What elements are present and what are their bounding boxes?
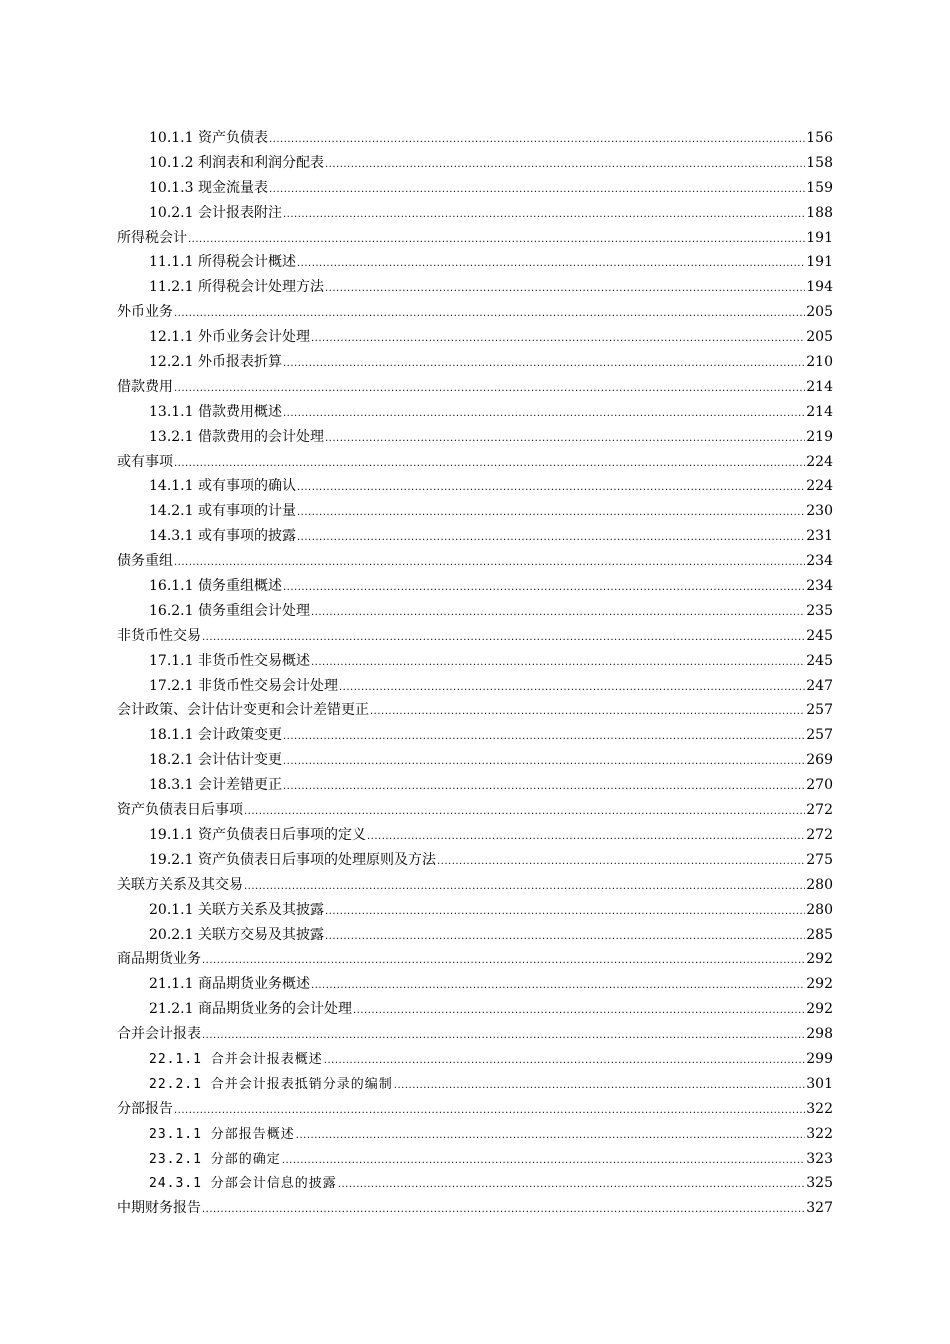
toc-page-number: 325 <box>806 1175 833 1192</box>
toc-dot-leader <box>269 128 805 153</box>
toc-dot-leader <box>202 626 805 651</box>
toc-page-number: 188 <box>806 204 833 221</box>
toc-dot-leader <box>297 501 805 526</box>
toc-section-entry[interactable] <box>117 972 833 997</box>
toc-page-number: 191 <box>806 254 833 271</box>
toc-section-entry[interactable] <box>117 325 833 350</box>
toc-page-number: 292 <box>806 1001 833 1018</box>
table-of-contents <box>117 126 833 1221</box>
toc-entry-title: 分部报告 <box>117 1100 173 1117</box>
toc-dot-leader <box>296 1124 805 1149</box>
toc-dot-leader <box>188 228 805 253</box>
toc-section-entry[interactable] <box>117 1047 833 1072</box>
toc-chapter-entry[interactable] <box>117 947 833 972</box>
toc-entry-title: 20.1.1 关联方关系及其披露 <box>149 901 324 918</box>
toc-dot-leader <box>283 203 805 228</box>
toc-page-number: 234 <box>806 553 833 570</box>
toc-page-number: 272 <box>806 802 833 819</box>
toc-entry-title: 16.1.1 债务重组概述 <box>149 578 282 595</box>
toc-page-number: 269 <box>806 752 833 769</box>
toc-dot-leader <box>311 327 805 352</box>
toc-entry-title: 11.2.1 所得税会计处理方法 <box>149 279 324 296</box>
toc-dot-leader <box>283 750 805 775</box>
toc-entry-title: 21.1.1 商品期货业务概述 <box>149 976 310 993</box>
toc-entry-title: 或有事项 <box>117 453 173 470</box>
toc-dot-leader <box>325 925 805 950</box>
toc-entry-title: 外币业务 <box>117 304 173 321</box>
toc-page-number: 235 <box>806 602 833 619</box>
toc-entry-title: 23.2.1 分部的确定 <box>149 1151 281 1167</box>
toc-entry-title: 10.1.1 资产负债表 <box>149 130 268 146</box>
toc-dot-leader <box>297 476 805 501</box>
toc-page-number: 270 <box>806 777 833 794</box>
toc-dot-leader <box>174 1099 805 1124</box>
toc-chapter-entry[interactable] <box>117 873 833 898</box>
toc-chapter-entry[interactable] <box>117 450 833 475</box>
toc-section-entry[interactable] <box>117 1171 833 1196</box>
toc-entry-title: 商品期货业务 <box>117 951 201 968</box>
toc-dot-leader <box>311 974 805 999</box>
toc-page-number: 245 <box>806 627 833 644</box>
toc-page-number: 205 <box>806 304 833 321</box>
toc-entry-title: 18.2.1 会计估计变更 <box>149 752 282 769</box>
toc-entry-title: 13.1.1 借款费用概述 <box>149 403 282 420</box>
toc-page-number: 322 <box>806 1100 833 1117</box>
toc-dot-leader <box>283 402 805 427</box>
toc-chapter-entry[interactable] <box>117 300 833 325</box>
toc-entry-title: 12.1.1 外币业务会计处理 <box>149 329 310 346</box>
toc-page-number: 272 <box>806 826 833 843</box>
toc-page-number: 280 <box>806 876 833 893</box>
toc-entry-title: 10.1.2 利润表和利润分配表 <box>149 154 324 171</box>
toc-entry-title: 中期财务报告 <box>117 1200 201 1217</box>
toc-entry-title: 22.2.1 合并会计报表抵销分录的编制 <box>149 1076 393 1092</box>
toc-page-number: 327 <box>806 1200 833 1217</box>
toc-page-number: 257 <box>806 702 833 719</box>
toc-page-number: 323 <box>806 1150 833 1167</box>
toc-dot-leader <box>394 1074 805 1099</box>
toc-chapter-entry[interactable] <box>117 375 833 400</box>
toc-dot-leader <box>367 825 805 850</box>
toc-entry-title: 18.1.1 会计政策变更 <box>149 727 282 744</box>
toc-section-entry[interactable] <box>117 275 833 300</box>
toc-section-entry[interactable] <box>117 823 833 848</box>
toc-dot-leader <box>370 700 805 725</box>
toc-dot-leader <box>297 526 805 551</box>
toc-section-entry[interactable] <box>117 1072 833 1097</box>
toc-dot-leader <box>297 252 805 277</box>
toc-page-number: 224 <box>806 478 833 495</box>
toc-dot-leader <box>283 352 805 377</box>
toc-entry-title: 18.3.1 会计差错更正 <box>149 777 282 794</box>
toc-dot-leader <box>282 1149 805 1174</box>
toc-dot-leader <box>311 601 805 626</box>
toc-section-entry[interactable] <box>117 997 833 1022</box>
toc-section-entry[interactable] <box>117 201 833 226</box>
toc-entry-title: 23.1.1 分部报告概述 <box>149 1126 295 1142</box>
toc-page-number: 159 <box>806 179 833 196</box>
toc-page-number: 301 <box>806 1075 833 1092</box>
toc-section-entry[interactable] <box>117 250 833 275</box>
toc-section-entry[interactable] <box>117 474 833 499</box>
toc-dot-leader <box>174 551 805 576</box>
toc-chapter-entry[interactable] <box>117 624 833 649</box>
toc-page-number: 322 <box>806 1125 833 1142</box>
toc-entry-title: 非货币性交易 <box>117 627 201 644</box>
toc-entry-title: 19.1.1 资产负债表日后事项的定义 <box>149 826 366 843</box>
toc-entry-title: 10.1.3 现金流量表 <box>149 179 268 196</box>
toc-page-number: 245 <box>806 652 833 669</box>
toc-chapter-entry[interactable] <box>117 1097 833 1122</box>
toc-dot-leader <box>174 302 805 327</box>
toc-entry-title: 17.2.1 非货币性交易会计处理 <box>149 677 338 694</box>
toc-section-entry[interactable] <box>117 1147 833 1172</box>
toc-chapter-entry[interactable] <box>117 1196 833 1221</box>
toc-entry-title: 借款费用 <box>117 378 173 395</box>
toc-page-number: 158 <box>806 154 833 171</box>
toc-section-entry[interactable] <box>117 599 833 624</box>
toc-dot-leader <box>283 775 805 800</box>
toc-entry-title: 24.3.1 分部会计信息的披露 <box>149 1176 337 1192</box>
toc-dot-leader <box>244 875 805 900</box>
toc-section-entry[interactable] <box>117 425 833 450</box>
toc-section-entry[interactable] <box>117 400 833 425</box>
toc-section-entry[interactable] <box>117 350 833 375</box>
toc-dot-leader <box>325 153 805 178</box>
toc-entry-title: 10.2.1 会计报表附注 <box>149 204 282 221</box>
toc-dot-leader <box>339 676 805 701</box>
toc-section-entry[interactable] <box>117 773 833 798</box>
toc-section-entry[interactable] <box>117 898 833 923</box>
toc-entry-title: 13.2.1 借款费用的会计处理 <box>149 428 324 445</box>
toc-dot-leader <box>311 651 805 676</box>
toc-entry-title: 20.2.1 关联方交易及其披露 <box>149 926 324 943</box>
toc-entry-title: 12.2.1 外币报表折算 <box>149 354 282 371</box>
toc-section-entry[interactable] <box>117 499 833 524</box>
toc-section-entry[interactable] <box>117 151 833 176</box>
toc-dot-leader <box>269 178 805 203</box>
toc-entry-title: 19.2.1 资产负债表日后事项的处理原则及方法 <box>149 851 436 868</box>
toc-page-number: 210 <box>806 354 833 371</box>
toc-entry-title: 17.1.1 非货币性交易概述 <box>149 652 310 669</box>
toc-dot-leader <box>202 1024 805 1049</box>
toc-dot-leader <box>283 576 805 601</box>
toc-page-number: 214 <box>806 378 833 395</box>
toc-page-number: 280 <box>806 901 833 918</box>
toc-section-entry[interactable] <box>117 1122 833 1147</box>
toc-dot-leader <box>244 800 805 825</box>
toc-dot-leader <box>437 850 805 875</box>
toc-entry-title: 14.1.1 或有事项的确认 <box>149 478 296 495</box>
toc-entry-title: 资产负债表日后事项 <box>117 802 243 819</box>
toc-page-number: 234 <box>806 578 833 595</box>
toc-entry-title: 会计政策、会计估计变更和会计差错更正 <box>117 702 369 719</box>
toc-page-number: 257 <box>806 727 833 744</box>
toc-section-entry[interactable] <box>117 748 833 773</box>
toc-entry-title: 11.1.1 所得税会计概述 <box>149 254 296 271</box>
toc-section-entry[interactable] <box>117 176 833 201</box>
toc-dot-leader <box>202 949 805 974</box>
toc-dot-leader <box>283 725 805 750</box>
toc-dot-leader <box>325 277 805 302</box>
toc-dot-leader <box>325 900 805 925</box>
toc-dot-leader <box>324 1049 805 1074</box>
toc-chapter-entry[interactable] <box>117 226 833 251</box>
toc-section-entry[interactable] <box>117 848 833 873</box>
toc-entry-title: 债务重组 <box>117 553 173 570</box>
toc-section-entry[interactable] <box>117 574 833 599</box>
toc-page-number: 194 <box>806 279 833 296</box>
toc-section-entry[interactable] <box>117 524 833 549</box>
toc-entry-title: 22.1.1 合并会计报表概述 <box>149 1051 323 1067</box>
toc-section-entry[interactable] <box>117 649 833 674</box>
toc-entry-title: 关联方关系及其交易 <box>117 876 243 893</box>
toc-entry-title: 所得税会计 <box>117 229 187 246</box>
toc-entry-title: 16.2.1 债务重组会计处理 <box>149 602 310 619</box>
toc-entry-title: 14.2.1 或有事项的计量 <box>149 503 296 520</box>
toc-section-entry[interactable] <box>117 723 833 748</box>
toc-page-number: 224 <box>806 453 833 470</box>
toc-section-entry[interactable] <box>117 923 833 948</box>
toc-page-number: 230 <box>806 503 833 520</box>
toc-section-entry[interactable] <box>117 674 833 699</box>
toc-chapter-entry[interactable] <box>117 698 833 723</box>
toc-dot-leader <box>325 427 805 452</box>
toc-chapter-entry[interactable] <box>117 798 833 823</box>
toc-page-number: 299 <box>806 1050 833 1067</box>
toc-dot-leader <box>202 1198 805 1223</box>
toc-dot-leader <box>174 377 805 402</box>
toc-page-number: 156 <box>806 130 833 146</box>
toc-page-number: 219 <box>806 428 833 445</box>
toc-page-number: 285 <box>806 926 833 943</box>
toc-dot-leader <box>353 999 805 1024</box>
toc-page-number: 214 <box>806 403 833 420</box>
toc-page-number: 247 <box>806 677 833 694</box>
toc-page-number: 231 <box>806 528 833 545</box>
toc-entry-title: 合并会计报表 <box>117 1026 201 1043</box>
toc-entry-title: 21.2.1 商品期货业务的会计处理 <box>149 1001 352 1018</box>
toc-chapter-entry[interactable] <box>117 549 833 574</box>
toc-dot-leader <box>174 452 805 477</box>
toc-dot-leader <box>338 1173 805 1198</box>
toc-page-number: 292 <box>806 976 833 993</box>
toc-page-number: 191 <box>806 229 833 246</box>
toc-page-number: 205 <box>806 329 833 346</box>
toc-chapter-entry[interactable] <box>117 1022 833 1047</box>
toc-entry-title: 14.3.1 或有事项的披露 <box>149 528 296 545</box>
toc-section-entry[interactable] <box>117 126 833 151</box>
toc-page-number: 275 <box>806 851 833 868</box>
toc-page-number: 292 <box>806 951 833 968</box>
toc-page-number: 298 <box>806 1026 833 1043</box>
